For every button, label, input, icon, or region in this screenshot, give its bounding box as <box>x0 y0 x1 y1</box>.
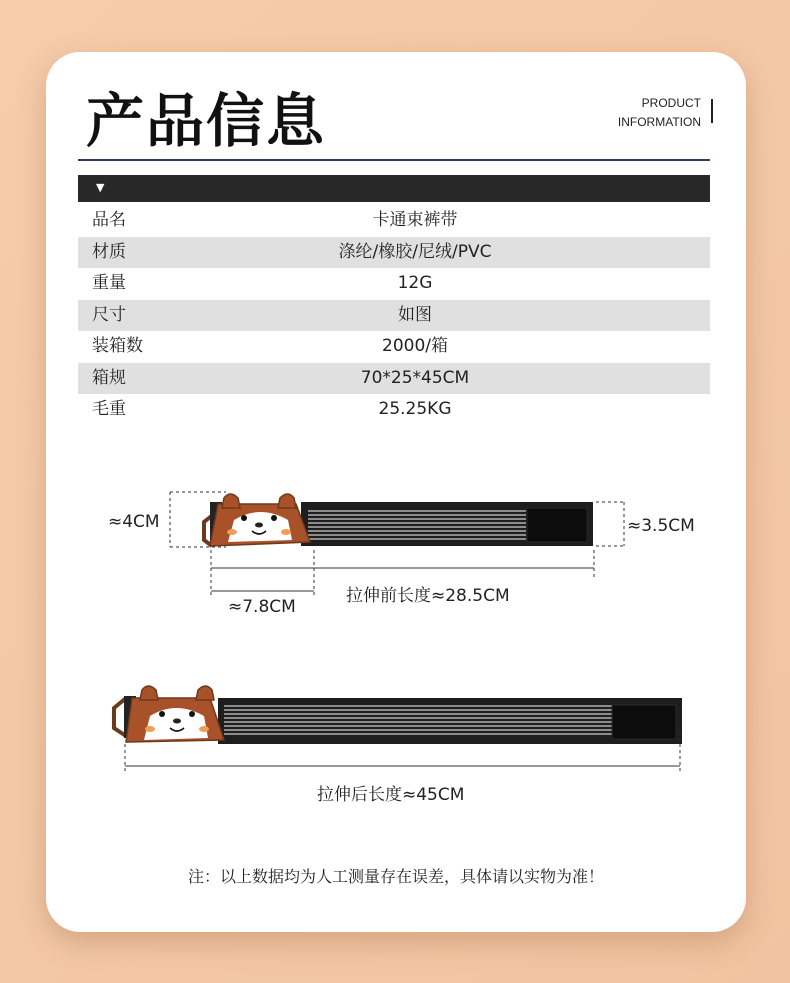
head-length-label: ≈7.8CM <box>228 597 296 617</box>
row-key: 毛重 <box>92 399 126 419</box>
row-value: 70*25*45CM <box>360 367 470 388</box>
row-value: 如图 <box>398 304 432 325</box>
row-key: 箱规 <box>92 367 126 388</box>
row-key: 品名 <box>92 210 126 230</box>
row-value: 25.25KG <box>378 399 452 419</box>
subtitle-line-2: INFORMATION <box>617 115 701 129</box>
row-value: 卡通束裤带 <box>372 210 458 230</box>
row-key: 尺寸 <box>92 304 126 325</box>
height-label: ≈4CM <box>108 512 160 532</box>
row-value: 涤纶/橡胶/尼绒/PVC <box>338 241 492 262</box>
row-value: 2000/箱 <box>382 336 448 356</box>
triangle-down-icon: ▼ <box>96 181 105 194</box>
strap-before-illustration <box>204 494 593 546</box>
row-key: 装箱数 <box>92 336 143 356</box>
length-before-label: 拉伸前长度≈28.5CM <box>346 586 510 606</box>
subtitle-line-1: PRODUCT <box>641 96 701 110</box>
product-info-card <box>46 52 746 932</box>
strap-after-illustration <box>114 686 682 744</box>
width-label: ≈3.5CM <box>627 516 695 536</box>
row-key: 材质 <box>92 241 126 262</box>
length-after-label: 拉伸后长度≈45CM <box>317 785 465 805</box>
disclaimer-note: 注：以上数据均为人工测量存在误差，具体请以实物为准！ <box>187 867 604 886</box>
row-key: 重量 <box>92 273 126 293</box>
page-title: 产品信息 <box>86 87 327 155</box>
row-value: 12G <box>397 273 433 293</box>
